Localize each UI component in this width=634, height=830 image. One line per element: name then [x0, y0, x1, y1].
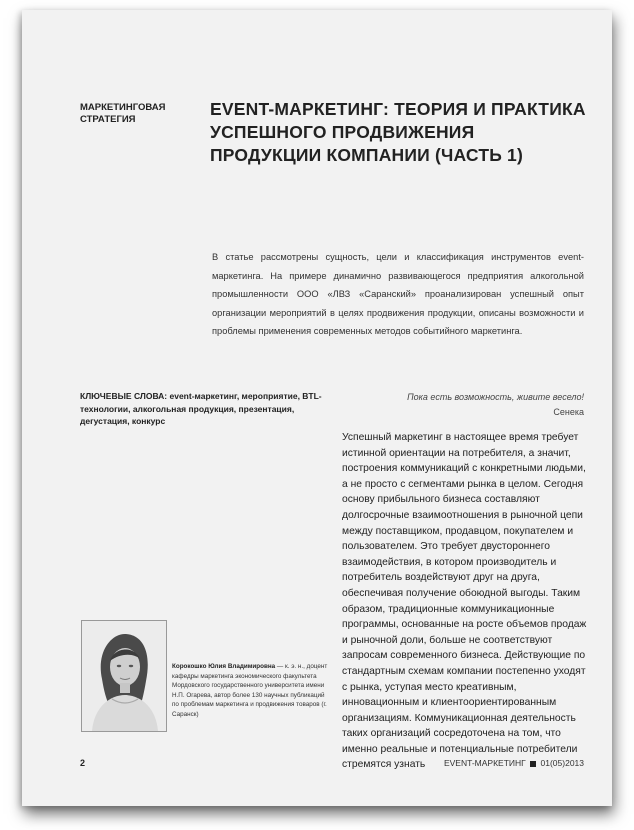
article-title: EVENT-МАРКЕТИНГ: ТЕОРИЯ И ПРАКТИКА УСПЕШНОГО ПРОДВИЖЕНИЯ ПРОДУКЦИИ КОМПАНИИ (ЧАСТЬ 1)	[210, 99, 586, 165]
journal-page	[22, 10, 612, 806]
epigraph-author: Сенека	[553, 407, 584, 417]
square-separator-icon	[530, 761, 536, 767]
journal-issue: 01(05)2013	[540, 758, 584, 768]
journal-name: EVENT-МАРКЕТИНГ	[443, 758, 526, 768]
author-details: — к. э. н., доцент кафедры маркетинга экономического факультета Мордовского государственного университета имени Н.П. Огарева, автор более 130 научных публикаций по проблемам маркетинга и продвижения товаров (г. Саранск)	[172, 663, 328, 718]
article-abstract: В статье рассмотрены сущность, цели и классификация инструментов event-маркетинга. На примере динамично развивающегося предприятия алкогольной промышленности ООО «ЛВЗ «Саранский» проанализирован успешный опыт организации мероприятий в целях продвижения продукции, описаны возможности и проблемы применения современных методов событийного маркетинга.	[212, 252, 584, 336]
section-label: МАРКЕТИНГОВАЯ СТРАТЕГИЯ	[80, 102, 166, 125]
page-number: 2	[80, 758, 86, 768]
epigraph	[324, 390, 584, 420]
article-body: Успешный маркетинг в настоящее время требует истинной ориентации на потребителя, а значит, построения коммуникаций с конкретными людьми, а не просто с сегментами рынка в целом. Сегодня основу прибыльного бизнеса составляют долгосрочные взаимоотношения в рыночной цепи между поставщиком, продавцом, покупателем и пользователем. Это требует двустороннего взаимодействия, в котором производитель и потребитель воздействуют друг на друга, обеспечивая получение обоюдной выгоды. Таким образом, традиционные коммуникационные программы, основанные на росте объемов продаж и рыночной доли, больше не соответствуют запросам современного бизнеса. Действующие по стандартным схемам компании постепенно уходят с рынка, уступая место креативным, инновационным и клиентоориентированным организациям. Коммуникационная деятельность таких организаций сосредоточена на том, что именно реальные и потенциальные потребители стремятся узнать	[342, 432, 587, 771]
author-photo	[81, 620, 167, 732]
keywords-block	[80, 390, 335, 428]
epigraph-quote: Пока есть возможность, живите весело!	[407, 392, 584, 402]
author-name: Корокошко Юлия Владимировна	[172, 663, 276, 670]
author-bio	[172, 662, 332, 720]
keywords-label: КЛЮЧЕВЫЕ СЛОВА:	[80, 391, 168, 401]
keywords-text: event-маркетинг, мероприятие, BTL-технологии, алкогольная продукция, презентация, дегустация, конкурс	[80, 391, 322, 426]
journal-footer	[444, 758, 584, 768]
